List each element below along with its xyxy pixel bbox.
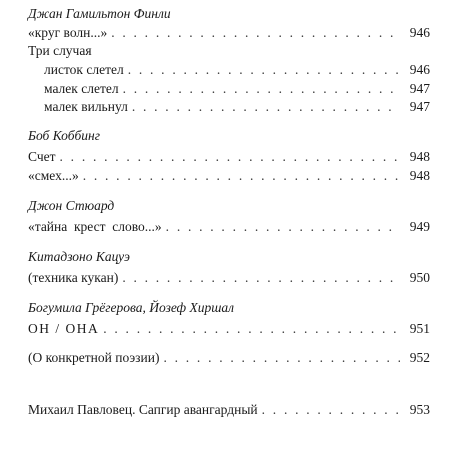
entry-title: малек вильнул xyxy=(44,99,128,114)
dot-leader xyxy=(60,147,400,167)
page-number: 948 xyxy=(409,168,430,183)
toc-entry xyxy=(28,217,430,237)
dot-leader xyxy=(111,23,400,43)
toc-entry xyxy=(28,319,430,339)
entry-title: листок слетел xyxy=(44,62,124,77)
entry-title: Михаил Павловец. Сапгир авангардный xyxy=(28,402,258,417)
entry-title: Счет xyxy=(28,149,56,164)
entry-title: «смех...» xyxy=(28,168,79,183)
entry-title: малек слетел xyxy=(44,81,119,96)
page-number: 947 xyxy=(409,99,430,114)
entry-title: Три случая xyxy=(28,43,92,58)
dot-leader xyxy=(103,319,400,339)
group-heading xyxy=(28,41,430,61)
toc-entry xyxy=(44,79,430,99)
toc-entry xyxy=(28,348,430,368)
dot-leader xyxy=(163,348,400,368)
toc-entry xyxy=(28,400,430,420)
dot-leader xyxy=(262,400,400,420)
page-number: 947 xyxy=(409,81,430,96)
toc-entry xyxy=(28,268,430,288)
entry-title: (О конкретной поэзии) xyxy=(28,350,160,365)
toc-entry xyxy=(28,166,430,186)
author-heading: Джон Стюард xyxy=(28,198,115,213)
entry-title: «тайна крест слово...» xyxy=(28,219,162,234)
author-heading: Китадзоно Кацуэ xyxy=(28,249,130,264)
page-number: 952 xyxy=(409,350,430,365)
entry-title: (техника кукан) xyxy=(28,270,119,285)
author-heading: Богумила Грёгерова, Йозеф Хиршал xyxy=(28,300,235,315)
page-number: 946 xyxy=(409,62,430,77)
entry-title: «круг волн...» xyxy=(28,25,108,40)
page-number: 948 xyxy=(409,149,430,164)
toc-entry xyxy=(44,60,430,80)
page-number: 950 xyxy=(409,270,430,285)
dot-leader xyxy=(122,268,400,288)
page-number: 946 xyxy=(409,25,430,40)
toc-entry xyxy=(28,23,430,43)
page-number: 953 xyxy=(409,402,430,417)
dot-leader xyxy=(166,217,400,237)
toc-entry xyxy=(44,97,430,117)
dot-leader xyxy=(132,97,400,117)
toc-entry xyxy=(28,147,430,167)
dot-leader xyxy=(83,166,400,186)
author-heading: Боб Коббинг xyxy=(28,128,101,143)
dot-leader xyxy=(128,60,400,80)
page-number: 949 xyxy=(409,219,430,234)
author-heading: Джан Гамильтон Финли xyxy=(28,6,171,21)
entry-title: ОН / ОНА xyxy=(28,321,100,336)
dot-leader xyxy=(123,79,400,99)
page-number: 951 xyxy=(409,321,430,336)
